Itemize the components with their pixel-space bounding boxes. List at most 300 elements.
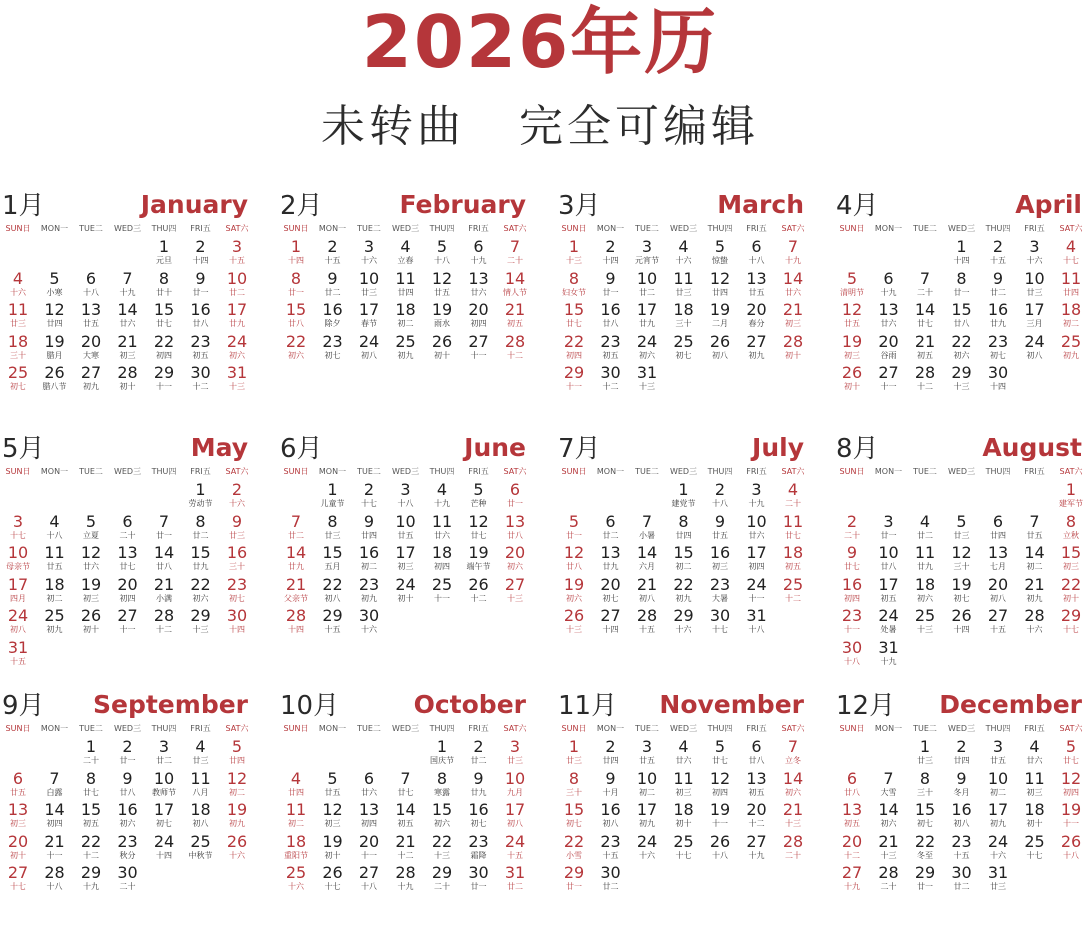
lunar-label: 中秋节	[188, 850, 213, 860]
lunar-label: 十五	[229, 256, 245, 265]
month-block	[0, 685, 252, 935]
day-cell	[146, 832, 182, 863]
day-number: 6	[473, 237, 484, 256]
day-cell	[183, 237, 219, 268]
day-number: 28	[782, 331, 804, 351]
lunar-label: 廿十	[156, 287, 172, 297]
weekday-label: THU四	[151, 724, 177, 733]
day-cell	[980, 237, 1016, 268]
day-number: 20	[878, 331, 899, 351]
day-number: 4	[678, 237, 689, 256]
day-number: 1	[327, 480, 338, 499]
day-number: 16	[358, 543, 380, 562]
weekday-header-row	[834, 723, 1086, 735]
lunar-label: 廿五	[324, 787, 341, 797]
day-number: 3	[363, 237, 375, 256]
day-number: 17	[395, 543, 416, 562]
lunar-label: 初二	[397, 319, 414, 328]
lunar-label: 四月	[10, 593, 26, 603]
day-cell	[351, 800, 387, 831]
day-cell	[629, 800, 665, 831]
day-cell	[183, 800, 219, 831]
day-number: 3	[641, 737, 653, 756]
day-number: 23	[600, 831, 621, 851]
day-cell	[497, 832, 533, 863]
lunar-label: 初十	[397, 593, 414, 603]
day-cell	[907, 332, 943, 363]
day-number: 31	[504, 863, 526, 882]
month-name: June	[464, 433, 526, 462]
day-number: 23	[322, 331, 343, 351]
weekday-label: FRI五	[1024, 224, 1045, 233]
day-number: 22	[153, 331, 175, 351]
day-number: 5	[714, 737, 726, 756]
day-cell	[775, 737, 811, 768]
weekday-label: WED三	[391, 224, 420, 233]
day-cell	[944, 863, 980, 894]
lunar-label: 劳动节	[188, 499, 213, 508]
lunar-label: 廿四	[675, 530, 692, 540]
lunar-label: 廿七	[470, 530, 487, 540]
day-number: 2	[122, 737, 133, 756]
day-number: 16	[226, 543, 248, 562]
lunar-label: 廿九	[639, 319, 655, 328]
day-cell	[73, 606, 109, 637]
lunar-label: 初三	[397, 562, 414, 571]
weekday-label: MON一	[874, 224, 903, 233]
lunar-label: 初四	[119, 593, 136, 603]
day-number: 18	[44, 574, 65, 594]
day-cell	[980, 543, 1016, 574]
day-number: 19	[951, 574, 972, 594]
day-number: 15	[914, 800, 936, 819]
day-number: 21	[914, 331, 936, 351]
lunar-label: 十六	[10, 287, 26, 297]
lunar-label: 十五	[990, 256, 1006, 265]
day-number: 23	[987, 331, 1009, 351]
day-cell	[907, 363, 943, 394]
lunar-label: 初四	[748, 562, 765, 571]
day-number: 20	[841, 831, 863, 851]
lunar-label: 廿八	[602, 319, 619, 328]
day-cell	[1017, 300, 1053, 331]
lunar-label: 初七	[229, 593, 245, 603]
day-cell	[351, 300, 387, 331]
day-cell	[351, 769, 387, 800]
day-number: 22	[322, 574, 343, 594]
day-cell	[666, 237, 702, 268]
day-number: 22	[563, 331, 585, 351]
lunar-label: 廿七	[917, 319, 933, 328]
lunar-label: 国庆节	[430, 756, 454, 765]
day-cell	[871, 543, 907, 574]
day-number: 15	[431, 800, 453, 819]
day-number: 24	[7, 606, 29, 625]
day-number: 12	[80, 543, 102, 562]
lunar-label: 十七	[10, 882, 26, 891]
day-number: 9	[327, 268, 338, 288]
weekday-label: SAT六	[503, 724, 527, 733]
lunar-label: 廿三	[953, 530, 970, 540]
month-block	[834, 428, 1086, 678]
day-cell	[739, 300, 775, 331]
day-cell	[0, 269, 36, 300]
lunar-label: 母亲节	[6, 562, 30, 571]
weekday-label: SAT六	[781, 724, 805, 733]
calendar-title: 2026年历	[361, 0, 719, 84]
day-number: 25	[1024, 831, 1045, 851]
lunar-label: 十一	[880, 382, 897, 391]
lunar-label: 廿三	[361, 287, 377, 297]
lunar-label: 初八	[1026, 350, 1043, 360]
day-number: 25	[673, 831, 694, 851]
lunar-label: 廿四	[288, 787, 304, 797]
day-cell	[980, 575, 1016, 606]
weekday-label: THU四	[429, 467, 455, 476]
day-number: 19	[322, 831, 343, 851]
day-number: 26	[80, 606, 102, 625]
day-cell	[315, 512, 351, 543]
lunar-label: 十一	[566, 382, 582, 391]
day-cell	[110, 512, 146, 543]
lunar-label: 初六	[785, 787, 801, 797]
day-cell	[497, 769, 533, 800]
day-number: 11	[914, 543, 936, 562]
day-cell	[73, 769, 109, 800]
lunar-label: 廿四	[397, 287, 414, 297]
day-cell	[388, 863, 424, 894]
lunar-label: 廿九	[990, 319, 1006, 328]
day-number: 26	[709, 831, 731, 851]
day-number: 2	[714, 480, 726, 499]
day-number: 10	[636, 768, 658, 788]
day-number: 28	[782, 831, 804, 851]
day-number: 27	[117, 606, 138, 625]
day-number: 8	[327, 511, 338, 531]
day-number: 3	[231, 237, 243, 256]
lunar-label: 初十	[675, 819, 692, 828]
lunar-label: 三十	[566, 787, 582, 797]
lunar-label: 秋分	[119, 850, 136, 860]
day-number: 24	[636, 831, 658, 851]
day-number: 24	[878, 606, 899, 625]
lunar-label: 初三	[324, 819, 341, 828]
day-number: 10	[987, 768, 1009, 788]
month-number: 11月	[558, 691, 618, 721]
day-cell	[871, 832, 907, 863]
weekday-header-row	[0, 723, 252, 735]
day-cell	[351, 480, 387, 511]
day-cell	[37, 800, 73, 831]
day-cell	[278, 512, 314, 543]
day-cell	[146, 737, 182, 768]
day-cell	[315, 543, 351, 574]
weekday-label: WED三	[947, 724, 976, 733]
lunar-label: 初三	[10, 819, 26, 828]
weekday-label: MON一	[596, 724, 625, 733]
day-cell	[556, 832, 592, 863]
lunar-label: 十六	[229, 850, 245, 860]
day-number: 13	[7, 800, 29, 819]
day-number: 20	[987, 574, 1009, 594]
day-number: 10	[746, 511, 767, 531]
day-number: 13	[600, 543, 621, 562]
day-number: 30	[951, 863, 972, 882]
day-number: 2	[327, 237, 338, 256]
lunar-label: 十一	[712, 819, 728, 828]
day-number: 17	[7, 574, 29, 594]
day-cell	[593, 606, 629, 637]
day-cell	[146, 606, 182, 637]
day-number: 16	[951, 800, 972, 819]
lunar-label: 初十	[83, 625, 99, 634]
day-cell	[110, 269, 146, 300]
day-number: 8	[290, 268, 302, 288]
day-cell	[110, 769, 146, 800]
weekday-label: SAT六	[1059, 467, 1083, 476]
day-number: 11	[44, 543, 65, 562]
day-cell	[871, 863, 907, 894]
lunar-label: 十九	[470, 256, 487, 265]
weekday-label: WED三	[947, 224, 976, 233]
weekday-header-row	[278, 223, 530, 235]
day-cell	[775, 480, 811, 511]
lunar-label: 初十	[10, 850, 26, 860]
day-number: 20	[600, 574, 621, 594]
lunar-label: 十四	[229, 625, 245, 634]
day-cell	[110, 332, 146, 363]
day-number: 14	[285, 543, 307, 562]
lunar-label: 十二	[602, 382, 619, 391]
day-cell	[146, 769, 182, 800]
day-number: 18	[782, 543, 804, 562]
lunar-label: 十一	[156, 382, 172, 391]
day-cell	[593, 800, 629, 831]
lunar-label: 十二	[83, 850, 99, 860]
lunar-label: 廿四	[953, 756, 970, 765]
day-cell	[388, 832, 424, 863]
month-name: May	[190, 433, 248, 462]
lunar-label: 初七	[602, 593, 619, 603]
day-cell	[37, 512, 73, 543]
day-cell	[1017, 606, 1053, 637]
lunar-label: 十二	[844, 850, 860, 860]
day-cell	[629, 832, 665, 863]
day-number: 13	[358, 800, 380, 819]
lunar-label: 立夏	[83, 530, 99, 540]
day-cell	[0, 512, 36, 543]
day-number: 24	[746, 574, 767, 594]
lunar-label: 廿一	[953, 287, 970, 297]
day-cell	[278, 800, 314, 831]
day-cell	[739, 332, 775, 363]
lunar-label: 廿三	[324, 530, 341, 540]
day-number: 25	[395, 331, 416, 351]
day-number: 17	[636, 800, 658, 819]
day-number: 11	[1024, 768, 1045, 788]
weekday-label: SAT六	[225, 467, 249, 476]
day-number: 25	[673, 331, 694, 351]
day-cell	[424, 543, 460, 574]
day-cell	[593, 575, 629, 606]
day-number: 5	[49, 268, 60, 288]
lunar-label: 十一	[119, 625, 136, 634]
lunar-label: 廿八	[566, 562, 582, 571]
day-cell	[556, 512, 592, 543]
weekday-label: FRI五	[746, 724, 767, 733]
lunar-label: 十八	[844, 656, 860, 666]
day-number: 21	[285, 574, 307, 594]
lunar-label: 十九	[119, 287, 136, 297]
day-cell	[1053, 269, 1089, 300]
day-number: 19	[841, 331, 863, 351]
day-number: 13	[746, 268, 767, 288]
day-cell	[702, 606, 738, 637]
lunar-label: 十六	[639, 850, 655, 860]
day-number: 17	[504, 800, 526, 819]
day-number: 28	[153, 606, 175, 625]
day-number: 21	[117, 331, 138, 351]
weekday-label: TUE二	[635, 467, 659, 476]
day-number: 26	[322, 863, 343, 882]
day-cell	[424, 480, 460, 511]
weekday-header-row	[556, 466, 808, 478]
weekday-label: TUE二	[357, 467, 381, 476]
day-number: 7	[919, 268, 931, 288]
lunar-label: 廿九	[917, 562, 933, 571]
day-cell	[424, 863, 460, 894]
day-cell	[739, 800, 775, 831]
day-number: 18	[7, 331, 29, 351]
day-cell	[315, 269, 351, 300]
day-number: 2	[473, 737, 484, 756]
lunar-label: 廿二	[639, 287, 655, 297]
lunar-label: 十二	[397, 850, 414, 860]
day-cell	[219, 769, 255, 800]
lunar-label: 初九	[361, 593, 377, 603]
day-cell	[351, 269, 387, 300]
day-number: 26	[951, 606, 972, 625]
day-cell	[702, 575, 738, 606]
lunar-label: 初四	[361, 819, 377, 828]
day-cell	[424, 575, 460, 606]
month-block	[556, 428, 808, 678]
day-number: 24	[1024, 331, 1045, 351]
day-cell	[146, 269, 182, 300]
lunar-label: 十九	[880, 287, 897, 297]
lunar-label: 十九	[397, 882, 414, 891]
day-number: 28	[914, 363, 936, 382]
day-cell	[183, 269, 219, 300]
lunar-label: 初六	[880, 819, 897, 828]
day-cell	[629, 575, 665, 606]
day-cell	[424, 237, 460, 268]
lunar-label: 初六	[566, 593, 582, 603]
day-cell	[461, 863, 497, 894]
lunar-label: 教师节	[152, 787, 176, 797]
lunar-label: 十二	[470, 593, 487, 603]
day-cell	[183, 737, 219, 768]
day-cell	[834, 800, 870, 831]
weekday-label: THU四	[707, 724, 733, 733]
day-cell	[556, 300, 592, 331]
day-cell	[834, 300, 870, 331]
lunar-label: 廿五	[712, 530, 728, 540]
day-cell	[980, 737, 1016, 768]
lunar-label: 初四	[712, 787, 728, 797]
day-cell	[593, 363, 629, 394]
lunar-label: 十一	[434, 593, 450, 603]
day-cell	[219, 480, 255, 511]
lunar-label: 廿四	[1063, 287, 1079, 297]
day-cell	[1053, 800, 1089, 831]
lunar-label: 除夕	[324, 319, 341, 328]
day-number: 17	[358, 300, 380, 319]
weekday-label: MON一	[40, 224, 69, 233]
day-number: 7	[122, 268, 133, 288]
day-number: 11	[673, 768, 694, 788]
lunar-label: 初八	[990, 593, 1006, 603]
lunar-label: 廿八	[288, 319, 304, 328]
lunar-label: 十八	[83, 287, 99, 297]
month-header	[278, 428, 528, 470]
day-cell	[834, 769, 870, 800]
weekday-label: THU四	[985, 224, 1011, 233]
day-cell	[666, 769, 702, 800]
lunar-label: 廿七	[566, 319, 582, 328]
day-cell	[980, 363, 1016, 394]
day-number: 23	[709, 574, 731, 594]
lunar-label: 十四	[288, 256, 304, 265]
day-number: 6	[509, 480, 521, 499]
day-cell	[73, 800, 109, 831]
lunar-label: 十七	[712, 625, 728, 634]
weekday-label: FRI五	[746, 467, 767, 476]
day-cell	[110, 543, 146, 574]
lunar-label: 儿童节	[320, 499, 345, 508]
lunar-label: 初六	[192, 593, 209, 603]
lunar-label: 廿六	[785, 287, 801, 297]
day-number: 12	[1060, 768, 1082, 788]
weekday-label: TUE二	[913, 467, 937, 476]
day-number: 26	[841, 363, 863, 382]
lunar-label: 八月	[192, 787, 209, 797]
day-cell	[37, 543, 73, 574]
day-cell	[593, 237, 629, 268]
day-cell	[424, 332, 460, 363]
lunar-label: 十九	[785, 256, 801, 265]
month-header	[278, 185, 528, 227]
day-number: 29	[563, 363, 585, 382]
day-cell	[388, 332, 424, 363]
weekday-label: FRI五	[746, 224, 767, 233]
day-cell	[37, 300, 73, 331]
lunar-label: 初五	[785, 562, 801, 571]
month-name: January	[140, 190, 248, 219]
weekday-label: MON一	[596, 224, 625, 233]
month-header	[0, 185, 250, 227]
lunar-label: 十六	[990, 850, 1006, 860]
day-cell	[219, 575, 255, 606]
day-number: 4	[290, 768, 302, 788]
day-cell	[666, 800, 702, 831]
lunar-label: 十五	[507, 850, 523, 860]
day-cell	[0, 769, 36, 800]
lunar-label: 十八	[748, 256, 765, 265]
day-cell	[183, 363, 219, 394]
day-number: 9	[473, 768, 484, 788]
lunar-label: 十一	[844, 625, 860, 634]
